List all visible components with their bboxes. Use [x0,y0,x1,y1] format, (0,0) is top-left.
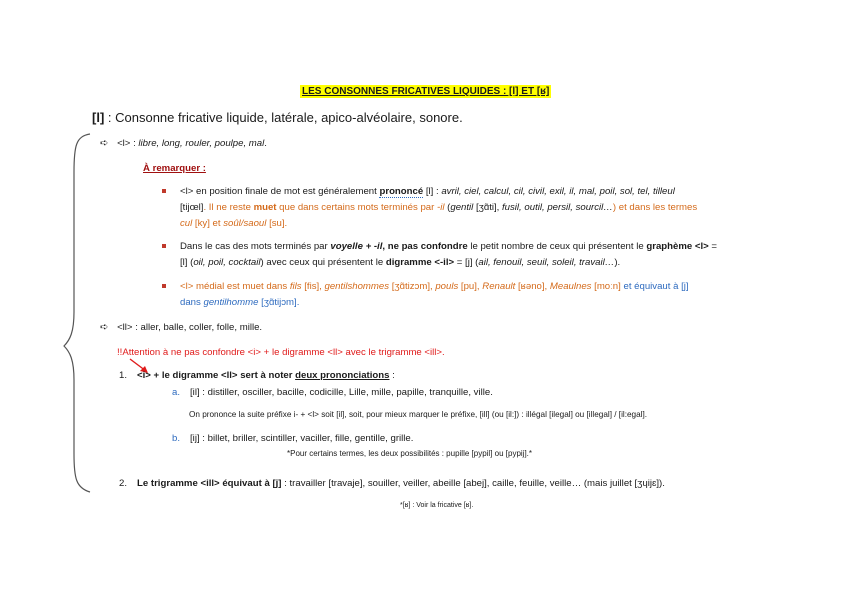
remark-3-line-2 [180,295,299,310]
text: deux prononciations [295,370,390,381]
text: ). [614,257,621,268]
text: graphème <l> [646,241,709,252]
text: Renault [482,281,516,292]
text: cul [180,218,193,229]
page-title: LES CONSONNES FRICATIVES LIQUIDES : [l] ET [ʁ] [302,86,550,97]
text: dans [180,297,204,308]
text: [fis], [301,281,325,292]
text: ) avec ceux qui présentent le [260,257,386,268]
list-letter: a. [172,387,181,398]
text: [su]. [266,218,288,229]
warning-text: !!Attention à ne pas confondre <i> + le digramme <ll> avec le trigramme <ill>. [117,347,445,358]
text: [ʒɑ̃tijɔm]. [258,297,300,308]
bullet-icon [162,189,166,193]
list-letter: b. [172,433,181,444]
item-1a [172,385,493,400]
text: ail, fenouil, seuil, soleil, travail… [478,257,615,268]
text: ( [444,202,451,213]
text: <l> en position finale de mot est généralement [180,186,380,197]
text: [pu], [458,281,483,292]
section-ll [100,320,262,335]
text: avril, ciel, calcul, cil, civil, exil, il, mal, poil, sol, tel, tilleul [441,186,675,197]
text: [tijœl] [180,202,204,213]
text: [moːn] [591,281,621,292]
text: <l> médial est muet dans [180,281,290,292]
text: [l] ( [180,257,194,268]
text: fils [289,281,302,292]
text: = [708,241,718,252]
text: : travailler [travaje], souiller, veiller, abeille [abej], caille, feuille, veille… (mais juillet [ʒɥijɛ]). [281,478,665,489]
text: [ky] et [192,218,224,229]
arrow-right-icon: ➪ [100,138,109,149]
item-1 [119,368,395,383]
text: [ʒɑ̃tizɔm], [389,281,436,292]
text: -il [437,202,445,213]
text: gentilhomme [203,297,259,308]
text: [ʒɑ̃ti], [473,202,502,213]
remark-2-line-2 [180,255,620,270]
text: prononcé [379,186,424,197]
text: Meaulnes [549,281,592,292]
footnote: *[ʁ] : Voir la fricative [ʁ]. [400,502,474,509]
definition-symbol: [l] [92,110,105,125]
text: [il] : distiller, osciller, bacille, codicille, Lille, mille, papille, tranquille, ville. [190,387,493,398]
remark-3-line-1 [180,279,689,294]
remark-1-line-3 [180,216,287,231]
item-1b-note: *Pour certains termes, les deux possibilités : pupille [pypil] ou [pypij].* [287,449,533,458]
text: Le trigramme <ill> équivaut à [j] [137,478,282,489]
list-number: 1. [119,370,128,381]
remark-heading: À remarquer : [143,163,206,174]
text: muet [253,202,277,213]
left-brace-icon [62,132,92,494]
text: : [389,370,395,381]
list-number: 2. [119,478,128,489]
text: gentil [450,202,474,213]
text: [ʁəno], [515,281,550,292]
section-l [100,136,267,151]
bullet-icon [162,284,166,288]
arrow-right-icon: ➪ [100,322,109,333]
section-l-examples: libre, long, rouler, poulpe, mal [138,138,265,149]
bullet-icon [162,244,166,248]
item-1b [172,431,413,446]
section-l-end: . [264,138,267,149]
text: = [j] ( [454,257,479,268]
text: que dans certains mots terminés par [276,202,438,213]
text: Dans le cas des mots terminés par [180,241,331,252]
definition [92,110,463,125]
text: digramme <-il> [385,257,455,268]
text: gentilshommes [324,281,390,292]
text: le petit nombre de ceux qui présentent le [467,241,647,252]
text: <i> + le digramme <ll> sert à noter [137,370,296,381]
remark-1-line-2 [180,200,697,215]
section-ll-label: <ll> : aller, balle, coller, folle, mille. [117,322,263,333]
text: oil, poil, cocktail [193,257,261,268]
text: . Il ne reste [203,202,254,213]
item-2 [119,476,665,491]
text: voyelle + -il [330,241,383,252]
text: [l] : [423,186,442,197]
remark-1-line-1 [180,184,675,199]
definition-text: : Consonne fricative liquide, latérale, apico-alvéolaire, sonore. [104,110,463,125]
text: ) et dans les termes [612,202,698,213]
text: et équivaut à [j] [620,281,689,292]
text: fusil, outil, persil, sourcil… [502,202,613,213]
text: [ij] : billet, briller, scintiller, vaciller, fille, gentille, grille. [190,433,414,444]
text: soûl/saoul [223,218,267,229]
section-l-label: <l> : [117,138,139,149]
text: pouls [435,281,459,292]
remark-2-line-1 [180,239,717,254]
item-1a-note: On prononce la suite préfixe i- + <l> soit [il], soit, pour mieux marquer le préfixe, [ill] (ou [il:]) : illégal [ilegal] ou [illegal] / [il:egal]. [189,410,648,419]
text: , ne pas confondre [382,241,468,252]
